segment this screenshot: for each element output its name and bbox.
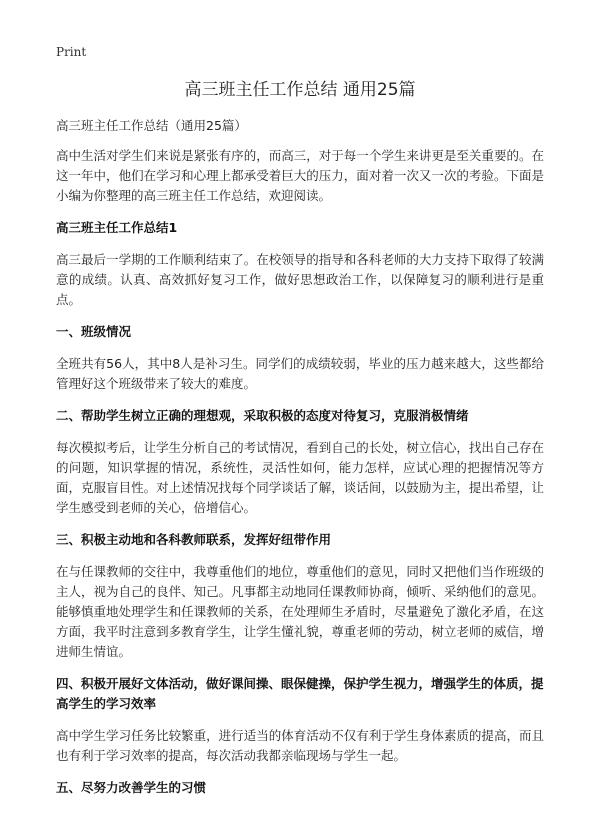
intro-paragraph: 高中生活对学生们来说是紧张有序的，而高三，对于每一个学生来讲更是至关重要的。在这一年中，他们在学习和心理上都承受着巨大的压力，面对着一次又一次的考验。下面是小编为你整理的高三班主任工作总结，欢迎阅读。 <box>56 148 544 203</box>
section-body-3: 在与任课教师的交往中，我尊重他们的地位，尊重他们的意见，同时又把他们当作班级的主人，视为自己的良伴、知己。凡事都主动地同任课教师协商，倾听、采纳他们的意见。能够慎重地处理学生和任课教师的关系，在处理师生矛盾时，尽量避免了激化矛盾，在这方面，我平时注意到多教育学生，让学生懂礼貌，尊重老师的劳动，树立老师的威信，增进师生情谊。 <box>56 564 544 659</box>
section-heading-1: 一、班级情况 <box>56 324 132 339</box>
section-heading-4: 四、积极开展好文体活动，做好课间操、眼保健操，保护学生视力，增强学生的体质，提高学生的学习效率 <box>56 676 544 711</box>
article-heading: 高三班主任工作总结1 <box>56 220 178 235</box>
document-subtitle: 高三班主任工作总结（通用25篇） <box>56 118 247 133</box>
section-heading-5: 五、尽努力改善学生的习惯 <box>56 780 207 795</box>
section-body-4: 高中学生学习任务比较繁重，进行适当的体育活动不仅有利于学生身体素质的提高，而且也有利于学习效率的提高，每次活动我都亲临现场与学生一起。 <box>56 728 544 763</box>
page-title: 高三班主任工作总结 通用25篇 <box>184 80 416 100</box>
section-heading-2: 二、帮助学生树立正确的理想观，采取积极的态度对待复习，克服消极情绪 <box>56 408 469 423</box>
section-body-1: 全班共有56人，其中8人是补习生。同学们的成绩较弱，毕业的压力越来越大，这些都给管理好这个班级带来了较大的难度。 <box>56 356 544 391</box>
print-label[interactable]: Print <box>56 45 87 59</box>
section-heading-3: 三、积极主动地和各科教师联系，发挥好纽带作用 <box>56 532 332 547</box>
section-body-2: 每次模拟考后，让学生分析自己的考试情况，看到自己的长处，树立信心，找出自己存在的问题，知识掌握的情况，系统性，灵活性如何，能力怎样，应试心理的把握情况等方面，克服盲目性。对上述情况找每个同学谈话了解，谈话间，以鼓励为主，提出希望，让学生感受到老师的关心，倍增信心。 <box>56 440 544 515</box>
article-intro-paragraph: 高三最后一学期的工作顺利结束了。在校领导的指导和各科老师的大力支持下取得了较满意的成绩。认真、高效抓好复习工作，做好思想政治工作，以保障复习的顺利进行是重点。 <box>56 252 544 307</box>
